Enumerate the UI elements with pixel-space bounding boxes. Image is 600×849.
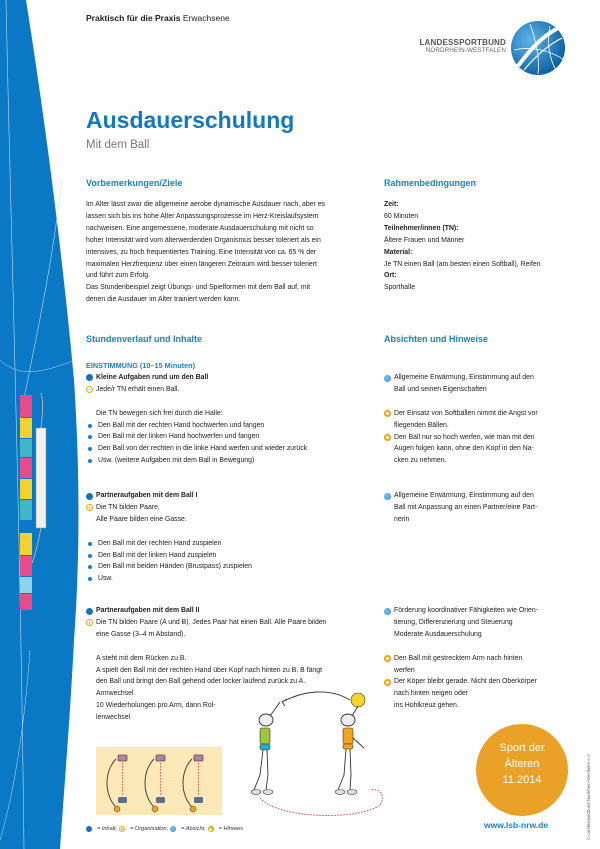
pairs-lane-diagram bbox=[96, 747, 222, 815]
text-line: Den Ball mit gestrecktem Arm nach hinten bbox=[394, 654, 523, 662]
praktisch-fuer-die-praxis-logo bbox=[16, 393, 56, 613]
inhalt-icon bbox=[86, 826, 92, 832]
text-line: Allgemeine Erwärmung, Einstimmung auf den bbox=[394, 492, 534, 499]
legend-inhalt: = Inhalt, bbox=[97, 826, 118, 832]
intro-text: Die TN bewegen sich frei durch die Halle: bbox=[96, 409, 223, 417]
text-line: und führt zum Erfolg. bbox=[86, 272, 150, 280]
section-heading-stundenverlauf: Stundenverlauf und Inhalte bbox=[86, 334, 203, 344]
organisation-icon bbox=[86, 504, 93, 511]
hinweis-icon bbox=[384, 410, 391, 417]
bullet-icon bbox=[88, 447, 92, 451]
text-line: maximalen Herzfrequenz über einen längeren Zeitraum wird besser toleriert bbox=[86, 260, 317, 268]
text-line: lassen sich bis ins hohe Alter Anpassungsprozesse im Herz-Kreislaufsystem bbox=[86, 212, 319, 220]
section-heading-rahmenbedingungen: Rahmenbedingungen bbox=[384, 178, 476, 188]
list-item bbox=[86, 550, 371, 562]
text-line: hoher Intensität wird vom älterwerdenden Organismus besser toleriert als ein bbox=[86, 236, 321, 244]
bullet-icon bbox=[88, 577, 92, 581]
page-title: Ausdauerschulung bbox=[86, 107, 295, 133]
block-partneraufgaben-1 bbox=[86, 490, 371, 585]
series-audience: Erwachsene bbox=[182, 13, 230, 23]
text-line: Allgemeine Erwärmung, Einstimmung auf den bbox=[394, 374, 534, 381]
legend bbox=[86, 826, 243, 832]
organisation-icon bbox=[119, 826, 125, 832]
list-item bbox=[86, 455, 371, 467]
website-link[interactable]: www.lsb-nrw.de bbox=[484, 820, 549, 830]
text-line: Förderung koordinativer Fähigkeiten wie Orien- bbox=[394, 607, 539, 614]
rahmenbedingungen-list bbox=[384, 199, 594, 294]
sport-der-aelteren-badge bbox=[476, 724, 568, 816]
badge-line2: Älteren bbox=[504, 758, 540, 770]
bullet-icon bbox=[88, 424, 92, 428]
text-line: Ball mit Anpassung an einen Partner/eine Part- bbox=[394, 503, 538, 511]
list-item-text: Den Ball mit beiden Händen (Brustpass) zuspielen bbox=[98, 563, 252, 571]
return-path bbox=[260, 790, 382, 816]
badge-line1: Sport der bbox=[499, 742, 545, 754]
text-line: ins Hohlkreuz gehen. bbox=[394, 702, 459, 710]
block-kleine-aufgaben bbox=[86, 360, 371, 467]
list-item bbox=[86, 431, 371, 443]
bullet-icon bbox=[88, 435, 92, 439]
organisation-icon bbox=[86, 386, 93, 393]
copyright-notice: © Landessportbund Nordrhein-Westfalen e.V. bbox=[586, 753, 591, 840]
ort-value: Sporthalle bbox=[384, 284, 416, 292]
zeit-label: Zeit: bbox=[384, 201, 399, 208]
text-line: werfen bbox=[394, 666, 415, 674]
teilnehmer-label: Teilnehmer/innen (TN): bbox=[384, 224, 459, 232]
series-title bbox=[86, 13, 230, 23]
text-line: denen die Ausdauer im Alter trainiert werden kann. bbox=[86, 296, 241, 304]
material-label: Material: bbox=[384, 248, 413, 256]
section-heading-vorbemerkungen: Vorbemerkungen/Ziele bbox=[86, 178, 183, 188]
legend-organisation: = Organisation, bbox=[130, 826, 169, 832]
hinweis-icon bbox=[384, 655, 391, 662]
hinweis-icon bbox=[384, 434, 391, 441]
badge-date: 11.2014 bbox=[502, 774, 542, 786]
zeit-value: 60 Minuten bbox=[384, 212, 419, 220]
inhalt-icon bbox=[86, 374, 93, 381]
text-line: A spielt den Ball mit der rechten Hand über Kopf nach hinten zu B. B fängt bbox=[96, 666, 322, 674]
organisation-icon bbox=[86, 619, 93, 626]
list-item bbox=[86, 538, 371, 550]
text-line: den Ball und bringt den Ball gehend oder locker laufend zurück zu A. bbox=[96, 678, 306, 686]
phase-heading: EINSTIMMUNG (10–15 Minuten) bbox=[86, 361, 196, 370]
list-item-text: Den Ball mit der linken Hand hochwerfen und fangen bbox=[98, 433, 260, 441]
org-name bbox=[378, 38, 506, 54]
text-line: Das Stundenbeispiel zeigt Übungs- und Spielformen mit dem Ball auf, mit bbox=[86, 284, 311, 292]
list-item bbox=[86, 443, 371, 455]
list-item-text: Usw. bbox=[98, 575, 113, 583]
ball-icon bbox=[351, 693, 365, 707]
block-title: Kleine Aufgaben rund um den Ball bbox=[96, 373, 209, 381]
page-subtitle: Mit dem Ball bbox=[86, 139, 150, 151]
pair-diagram bbox=[183, 755, 203, 812]
organisation-text: Jede/r TN erhält einen Ball. bbox=[96, 385, 180, 393]
bullet-icon bbox=[88, 542, 92, 546]
text-line: Der Köper bleibt gerade. Nicht den Oberkörper bbox=[394, 678, 537, 686]
lsb-globe-logo-icon bbox=[510, 20, 566, 76]
inhalt-icon bbox=[86, 493, 93, 500]
list-item-text: Den Ball von der rechten in die linke Hand werfen und wieder zurück bbox=[98, 445, 308, 453]
bullet-icon bbox=[88, 459, 92, 463]
person-a bbox=[251, 702, 280, 795]
text-line: 10 Wiederholungen pro Arm, dann Rol- bbox=[96, 702, 216, 710]
hinweis-icon bbox=[384, 679, 391, 686]
text-line: A steht mit dem Rücken zu B. bbox=[96, 654, 187, 662]
org-name-line2: NORDRHEIN-WESTFALEN bbox=[425, 47, 506, 54]
text-line: fliegenden Bällen. bbox=[394, 421, 449, 429]
throw-arc bbox=[282, 692, 350, 702]
text-line: eine Gasse (3–4 m Abstand). bbox=[96, 630, 186, 638]
absicht-icon bbox=[170, 826, 176, 832]
text-line: Die TN bilden Paare (A und B). Jedes Paar hat einen Ball. Alle Paare bilden bbox=[96, 618, 327, 626]
exercise-illustration bbox=[240, 680, 385, 830]
list-item-text: Den Ball mit der rechten Hand hochwerfen und fangen bbox=[98, 421, 265, 429]
text-line: nach hinten neigen oder bbox=[394, 690, 468, 698]
series-name: Praktisch für die Praxis bbox=[86, 13, 181, 23]
text-line: Moderate Ausdauerschulung bbox=[394, 630, 482, 638]
hinweis-icon bbox=[208, 826, 214, 832]
org-name-line1: LANDESSPORTBUND bbox=[419, 38, 506, 47]
list-item-text: Usw. (weitere Aufgaben mit dem Ball in Bewegung) bbox=[98, 457, 255, 465]
absichten-block-1 bbox=[384, 372, 594, 467]
text-line: tierung, Differenzierung und Steuerung bbox=[394, 618, 513, 626]
text-line: Der Einsatz von Softbällen nimmt die Angst vor bbox=[394, 409, 538, 417]
text-line: Den Ball nur so hoch werfen, wie man mit den bbox=[394, 433, 535, 441]
list-item bbox=[86, 561, 371, 573]
text-line: intensives, zu hoch frequentiertes Training. Eine Intensität von ca. 65 % der bbox=[86, 248, 317, 256]
text-line: Augen folgen kann, ohne den Kopf in den Na- bbox=[394, 445, 534, 453]
organisation-text: Die TN bilden Paare. bbox=[96, 503, 160, 511]
vorbemerkungen-text bbox=[86, 199, 371, 306]
list-item bbox=[86, 420, 371, 432]
ort-label: Ort: bbox=[384, 272, 397, 280]
block-title: Partneraufgaben mit dem Ball II bbox=[96, 607, 200, 614]
inhalt-icon bbox=[86, 608, 93, 615]
text-line: Armwechsel bbox=[96, 690, 134, 698]
legend-hinweis: = Hinweis bbox=[218, 826, 244, 832]
legend-absicht: = Absicht, bbox=[181, 826, 206, 832]
absichten-block-2 bbox=[384, 490, 594, 526]
list-item-text: Den Ball mit der linken Hand zuspielen bbox=[98, 551, 217, 559]
bullet-icon bbox=[88, 565, 92, 569]
teilnehmer-value: Ältere Frauen und Männer bbox=[384, 236, 465, 244]
absicht-icon bbox=[384, 608, 391, 615]
absicht-icon bbox=[384, 493, 391, 500]
text-line: nerin bbox=[394, 515, 410, 523]
list-item bbox=[86, 573, 371, 585]
bullet-icon bbox=[88, 554, 92, 558]
text-line: Im Alter lässt zwar die allgemeine aerobe dynamische Ausdauer nach, aber es bbox=[86, 201, 326, 208]
absichten-block-3 bbox=[384, 605, 594, 712]
organisation-text: Alle Paare bilden eine Gasse. bbox=[96, 515, 187, 523]
material-value: Je TN einen Ball (am besten einen Softball), Reifen bbox=[384, 260, 541, 268]
absicht-icon bbox=[384, 375, 391, 382]
text-line: cken zu nehmen. bbox=[394, 457, 447, 465]
text-line: Ball und seinen Eigenschaften bbox=[394, 385, 487, 393]
list-item-text: Den Ball mit der rechten Hand zuspielen bbox=[98, 539, 222, 547]
text-line: lenwechsel bbox=[96, 714, 131, 722]
text-line: nachweisen. Eine angemessene, moderate Ausdauerschulung mit nicht so bbox=[86, 224, 314, 232]
pair-diagram bbox=[107, 755, 127, 812]
block-title: Partneraufgaben mit dem Ball I bbox=[96, 492, 198, 499]
person-b bbox=[335, 693, 365, 795]
pair-diagram bbox=[145, 755, 165, 812]
section-heading-absichten: Absichten und Hinweise bbox=[384, 334, 489, 344]
